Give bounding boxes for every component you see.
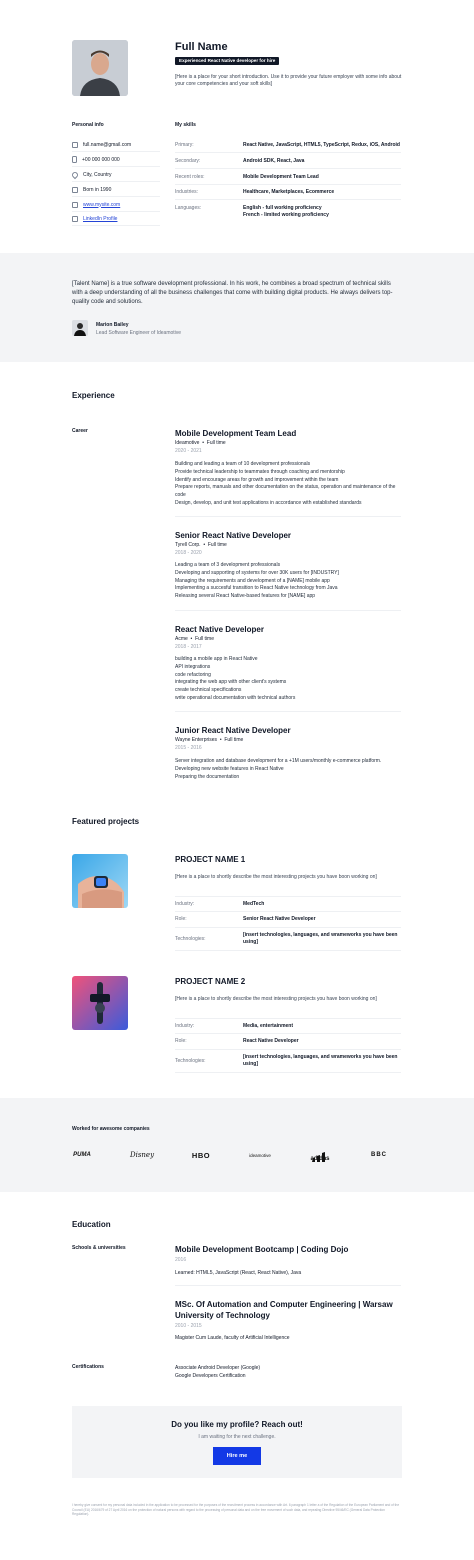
- job-title: Senior React Native Developer: [175, 531, 292, 540]
- schools-label: Schools & universities: [72, 1245, 126, 1251]
- skill-key: Industries:: [175, 189, 199, 195]
- project-tech: [insert technologies, languages, and wrameworks you have been using]: [243, 932, 398, 945]
- job-company-line: [175, 737, 243, 743]
- location-row: [72, 168, 160, 182]
- author-role: Lead Software Engineer of Ideamotive: [96, 330, 182, 336]
- project-industry-row: [175, 1018, 401, 1034]
- project-key: Role:: [175, 916, 187, 922]
- project-key: Role:: [175, 1038, 187, 1044]
- job-title: Junior React Native Developer: [175, 726, 291, 735]
- language-french: French - limited working proficiency: [243, 212, 329, 218]
- gdpr-consent-text: I hereby give consent for my personal data included in the application to be processed for the purposes of the recruitment process in accordance with Art. 6 paragraph 1 letter a of the Regulation of the European Parliament and of the Council (EU) 2016/679 of 27 April 2016 on the protection of natural persons with regard to the processing of personal data and on the free movement of such data, and repealing Directive 95/46/EC (General Data Protection Regulation).: [72, 1503, 400, 1517]
- linkedin-link[interactable]: LinkedIn Profile: [83, 215, 118, 222]
- job-duty: write operational documentation with technical authors: [175, 694, 296, 701]
- email-row: [72, 138, 160, 152]
- job-description: [175, 461, 401, 508]
- testimonial-section: [0, 253, 474, 362]
- skill-key: Primary:: [175, 142, 194, 148]
- project-tech-row: [175, 927, 401, 951]
- companies-heading: Worked for awesome companies: [72, 1126, 150, 1132]
- job-duty: Identify and encourage areas for growth and improvement within the team: [175, 476, 339, 483]
- job-dates: 2020 - 2021: [175, 448, 202, 454]
- skill-key: Recent roles:: [175, 174, 205, 180]
- phone-text: +00 000 000 000: [82, 156, 120, 163]
- job-title: React Native Developer: [175, 625, 264, 634]
- job-type: Full time: [207, 542, 227, 548]
- job-duty: Leading a team of 3 development professionals: [175, 562, 281, 568]
- phone-row: [72, 153, 160, 167]
- full-name: Full Name: [175, 41, 228, 53]
- job-description: [175, 562, 401, 601]
- job-type: Full time: [206, 440, 226, 446]
- bullet-separator: •: [201, 542, 207, 548]
- location-text: City, Country: [83, 171, 112, 178]
- profile-photo: [72, 40, 128, 96]
- website-row: [72, 198, 160, 212]
- companies-section: [0, 1098, 474, 1192]
- personal-info-heading: Personal info: [72, 122, 104, 128]
- adidas-logo: adidas: [310, 1156, 330, 1162]
- job-type: Full time: [195, 636, 214, 642]
- born-row: [72, 183, 160, 197]
- job-divider: [175, 516, 401, 517]
- job-company: Ideamotive: [175, 440, 200, 446]
- contact-cta: [72, 1406, 402, 1478]
- job-company-line: [175, 542, 227, 548]
- location-pin-icon: [71, 170, 79, 178]
- hbo-logo: HBO: [191, 1151, 211, 1160]
- external-link-icon: [72, 202, 78, 208]
- job-company-line: [175, 636, 214, 642]
- job-divider: [175, 711, 401, 712]
- author-name: Marion Bailey: [96, 322, 129, 328]
- project-image-1: [72, 854, 128, 908]
- skill-row-recent-roles: [175, 171, 401, 185]
- skill-row-secondary: [175, 155, 401, 169]
- skill-value: [243, 205, 329, 219]
- project-title: PROJECT NAME 1: [175, 855, 246, 864]
- job-divider: [175, 610, 401, 611]
- skill-key: Secondary:: [175, 158, 201, 164]
- skill-row-industries: [175, 186, 401, 200]
- job-duty: Provide technical leadership to teammates through coaching and mentorship: [175, 468, 345, 475]
- job-duty: Developing and supporting of systems for over 30K users for [INDUSTRY]: [175, 569, 339, 576]
- job-duty: code refactoring: [175, 671, 211, 678]
- school-divider: [175, 1285, 401, 1286]
- cta-title: Do you like my profile? Reach out!: [171, 1420, 303, 1429]
- puma-logo: PUMA: [73, 1152, 91, 1158]
- project-key: Industry:: [175, 1023, 195, 1029]
- job-company-line: [175, 440, 226, 446]
- career-label: Career: [72, 428, 88, 434]
- skill-value: Mobile Development Team Lead: [243, 174, 319, 180]
- project-description: [Here is a place to shortly describe the most interesting projects you have boon working on]: [175, 996, 377, 1002]
- job-dates: 2018 - 2020: [175, 550, 202, 556]
- job-duty: Prepare reports, manuals and other documentation on the status, operation and maintenance of the code: [175, 484, 396, 499]
- job-duty: create technical specifications: [175, 687, 242, 694]
- school-dates: 2010 - 2015: [175, 1323, 202, 1329]
- job-company: Wayne Enterprises: [175, 737, 218, 743]
- skill-key: Languages:: [175, 205, 202, 211]
- skill-value: Healthcare, Marketplaces, Ecommerce: [243, 189, 335, 195]
- external-link-icon: [72, 216, 78, 222]
- job-duty: Releasing several React Native-based features for [NAME] app: [175, 593, 316, 600]
- job-title: Mobile Development Team Lead: [175, 429, 297, 438]
- job-duty: Managing the requirements and development of a [NAME] mobile app: [175, 577, 330, 584]
- mail-icon: [72, 142, 78, 148]
- job-duty: Design, develop, and unit test applications in accordance with established standards: [175, 499, 362, 506]
- job-type: Full time: [224, 737, 244, 743]
- hire-me-button[interactable]: Hire me: [213, 1447, 261, 1465]
- bullet-separator: •: [200, 440, 206, 446]
- author-avatar: [72, 320, 88, 336]
- project-role-row: [175, 1033, 401, 1049]
- school-note: Learned: HTML5, JavaScript (React, React Native), Java: [175, 1270, 302, 1276]
- project-description: [Here is a place to shortly describe the most interesting projects you have boon working on]: [175, 874, 377, 880]
- project-role: Senior React Native Developer: [243, 916, 316, 922]
- experience-heading: Experience: [72, 391, 115, 400]
- skill-value: Android SDK, React, Java: [243, 158, 305, 164]
- skills-heading: My skills: [175, 122, 196, 128]
- projects-heading: Featured projects: [72, 817, 140, 826]
- project-key: Industry:: [175, 901, 195, 907]
- project-tech: [insert technologies, languages, and wrameworks you have been using]: [243, 1054, 398, 1067]
- project-industry: Media, entertainment: [243, 1023, 294, 1029]
- certification-item: Google Developers Certification: [175, 1373, 246, 1379]
- school-title: Mobile Development Bootcamp | Coding Dojo: [175, 1245, 349, 1254]
- calendar-icon: [72, 187, 78, 193]
- school-title: MSc. Of Automation and Computer Engineering | Warsaw University of Technology: [175, 1300, 393, 1320]
- job-duty: Developing new website features in React Native: [175, 765, 284, 772]
- language-english: English - full working proficiency: [243, 205, 322, 211]
- job-duty: API integrations: [175, 663, 211, 670]
- project-tech-row: [175, 1049, 401, 1073]
- project-title: PROJECT NAME 2: [175, 977, 246, 986]
- job-duty: Implementing a succesful transition to React Native technology from Java: [175, 585, 338, 592]
- website-link[interactable]: www.mysite.com: [83, 201, 121, 208]
- project-industry-row: [175, 896, 401, 912]
- job-company: Acme: [175, 636, 188, 642]
- bullet-separator: •: [218, 737, 223, 743]
- skill-value: React Native, JavaScript, HTML5, TypeScript, Redux, iOS, Android: [243, 142, 400, 148]
- bbc-logo: BBC: [371, 1152, 387, 1158]
- skill-row-languages: [175, 202, 401, 222]
- school-note: Magister Cum Laude, faculty of Artificial Intelligence: [175, 1335, 290, 1341]
- phone-icon: [72, 156, 77, 163]
- project-industry: MedTech: [243, 901, 265, 907]
- job-duty: Building and leading a team of 10 development professionals: [175, 461, 311, 467]
- job-duty: integrating the web app with other client's systems: [175, 679, 287, 686]
- job-dates: 2018 - 2017: [175, 644, 202, 650]
- bullet-separator: •: [189, 636, 194, 642]
- disney-logo: Disney: [129, 1151, 155, 1159]
- project-image-2: [72, 976, 128, 1030]
- email-text: full.name@gmail.com: [83, 141, 132, 148]
- job-dates: 2015 - 2016: [175, 745, 202, 751]
- testimonial-quote: [Talent Name] is a true software development professional. In his work, he combines a broad spectrum of technical skills with a deep understanding of all the business challenges that come with building digital products. He always delivers top-quality code and solutions.: [72, 281, 393, 305]
- cta-subtitle: I am waiting for the next challenge.: [198, 1434, 276, 1440]
- job-duty: building a mobile app in React Native: [175, 656, 258, 662]
- ideamotive-logo: ideamotive: [249, 1153, 271, 1158]
- school-dates: 2016: [175, 1257, 187, 1263]
- job-duty: Preparing the documentation: [175, 773, 240, 780]
- certification-item: Associate Android Developer (Google): [175, 1365, 261, 1371]
- job-duty: Server integration and database development for a +1M users/monthly e-commerce platform.: [175, 758, 382, 764]
- job-description: [175, 758, 401, 781]
- project-key: Technologies:: [175, 1058, 206, 1064]
- tagline-badge: Experienced React Native developer for hire: [175, 57, 279, 65]
- project-key: Technologies:: [175, 936, 206, 942]
- linkedin-row: [72, 212, 160, 226]
- job-description: [175, 656, 401, 703]
- intro-text: [Here is a place for your short introduction. Use it to provide your future employer with some info about your core competencies and your soft skills]: [175, 74, 402, 87]
- certifications-label: Certifications: [72, 1364, 104, 1370]
- certifications-list: [175, 1364, 260, 1380]
- job-company: Tyrell Corp.: [175, 542, 201, 548]
- born-text: Born in 1990: [83, 186, 112, 193]
- skill-row-primary: [175, 139, 401, 153]
- education-heading: Education: [72, 1220, 111, 1229]
- project-role: React Native Developer: [243, 1038, 299, 1044]
- project-role-row: [175, 911, 401, 927]
